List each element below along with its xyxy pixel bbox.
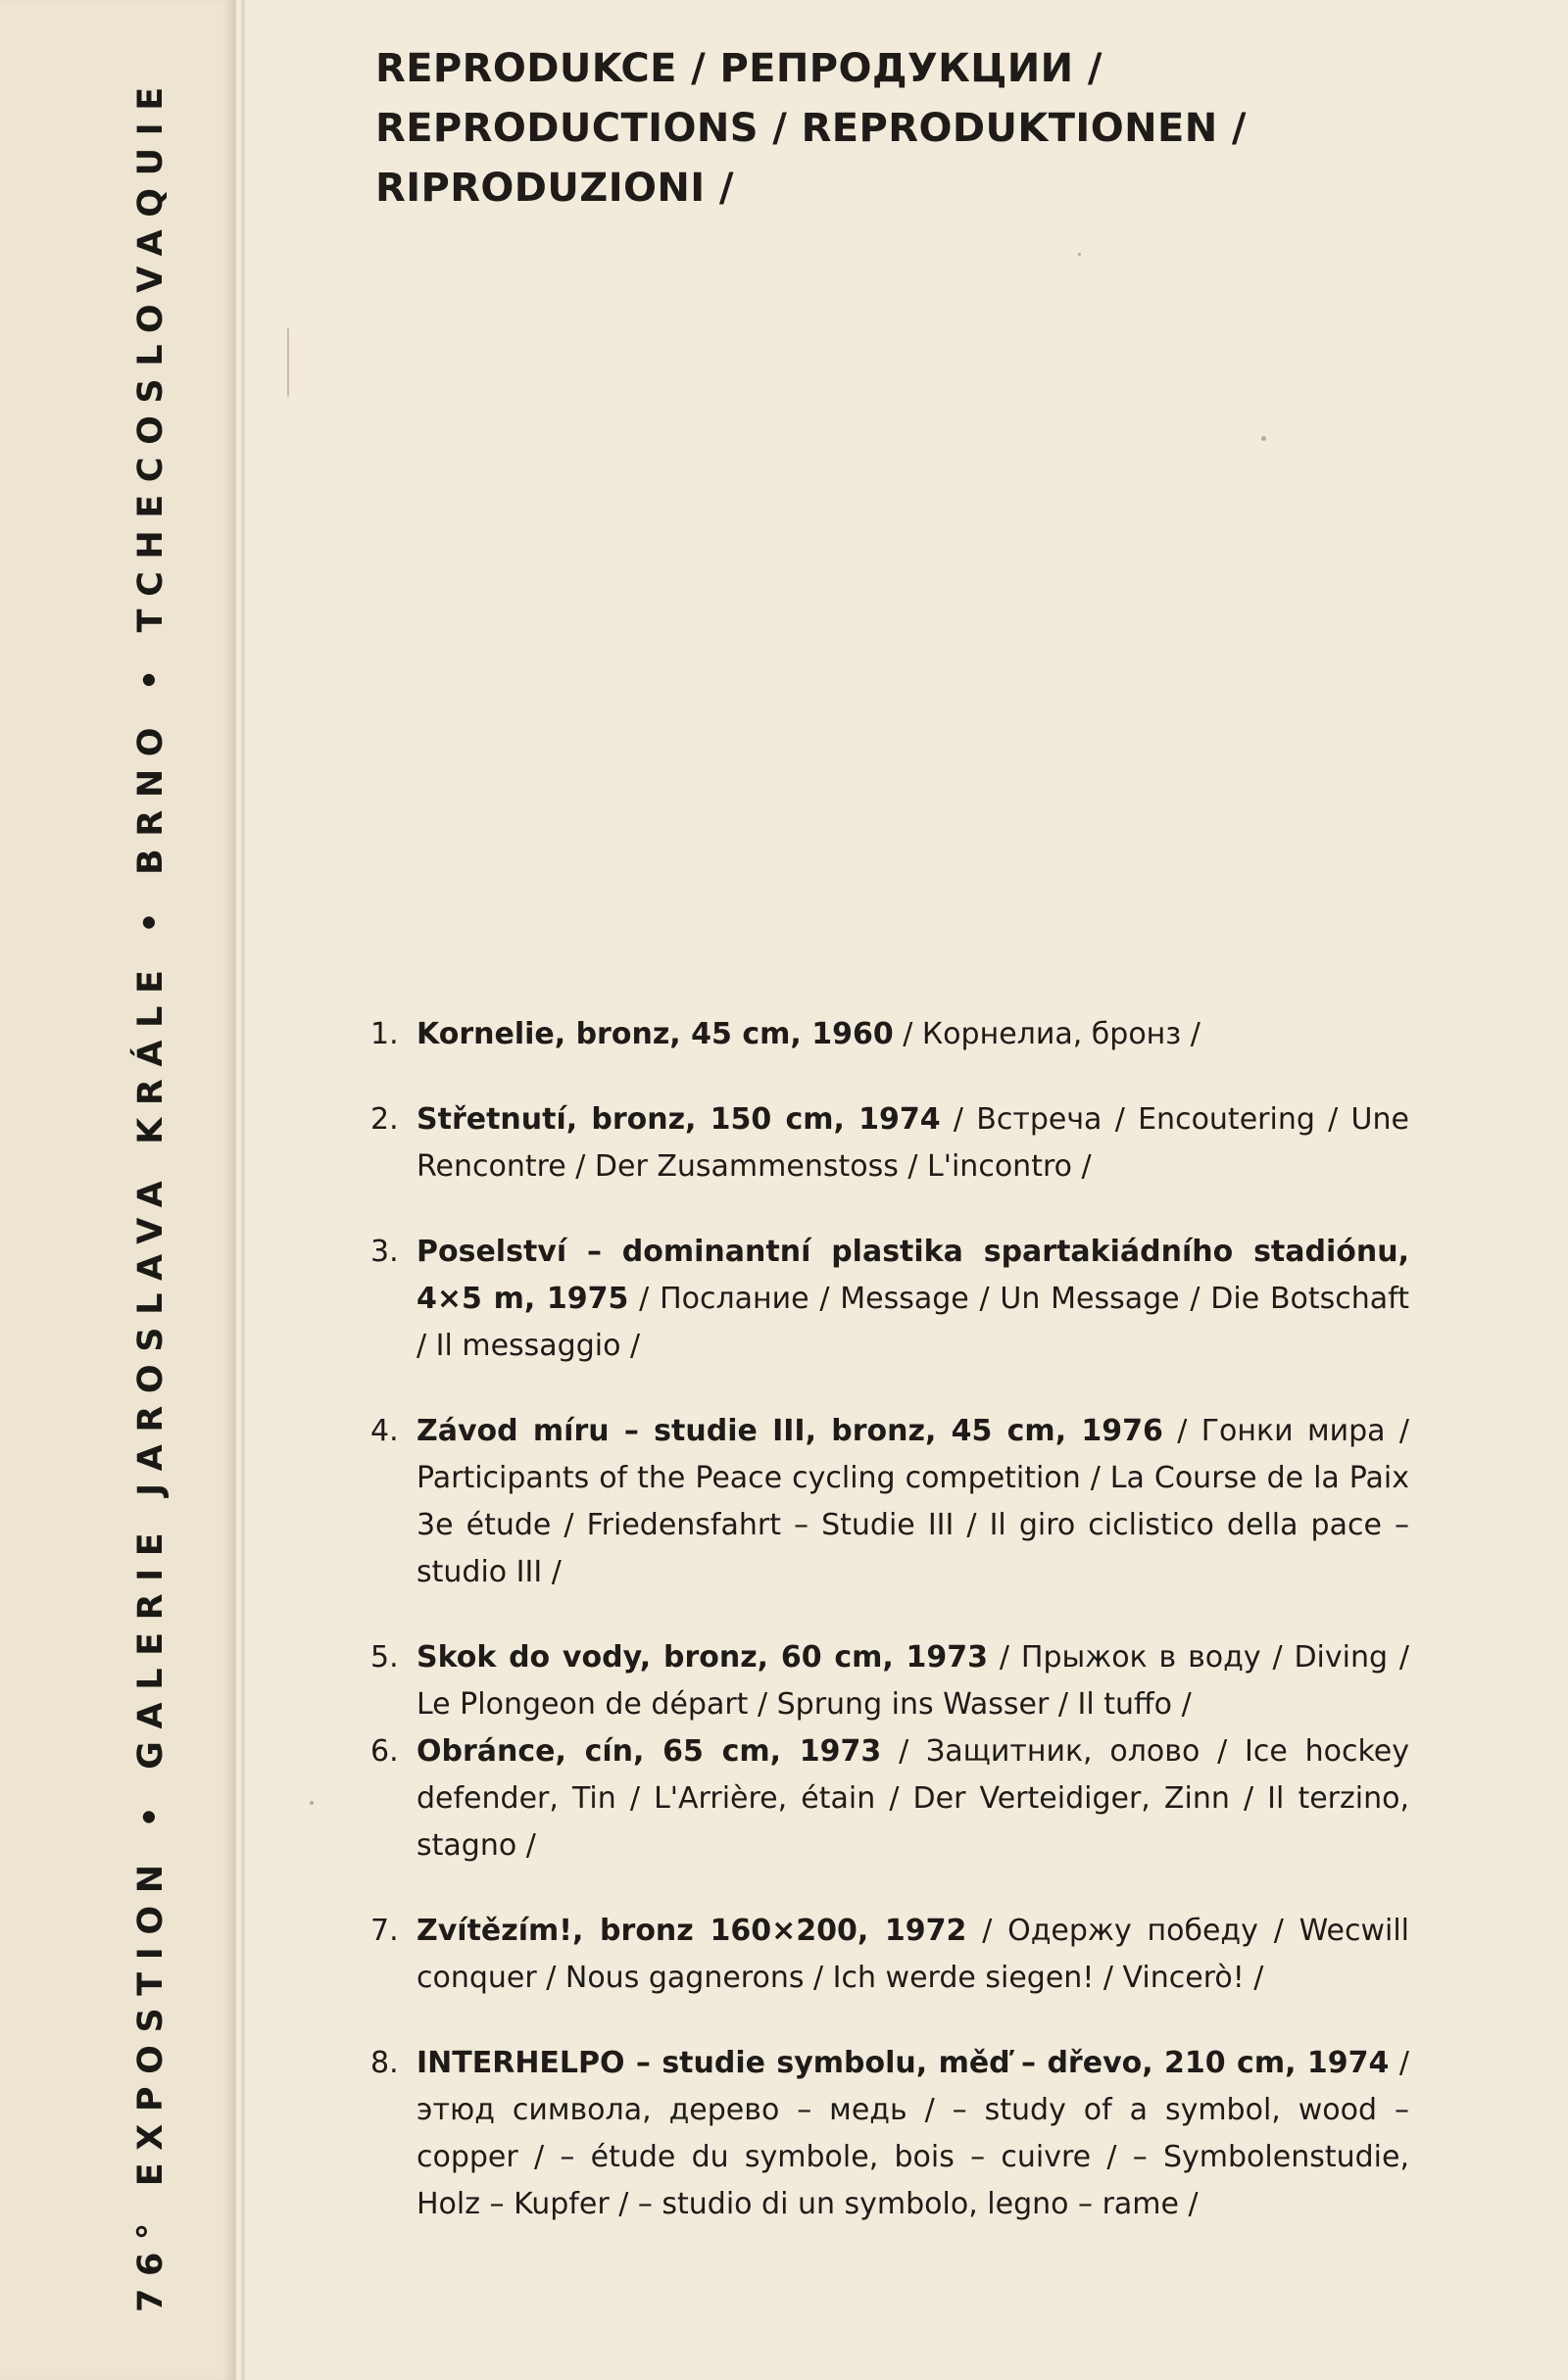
item-translations: / Корнелиа, бронз / bbox=[893, 1017, 1200, 1051]
item-text bbox=[416, 1408, 1409, 1596]
item-number: 2. bbox=[370, 1102, 399, 1137]
list-item-4 bbox=[370, 1408, 1409, 1596]
item-text bbox=[416, 1096, 1409, 1190]
list-item-1 bbox=[370, 1011, 1409, 1058]
item-text bbox=[416, 1011, 1409, 1058]
item-text bbox=[416, 1634, 1409, 1728]
item-text bbox=[416, 1229, 1409, 1370]
item-translations: / Гонки мира / Participants of the Peace cycling competition / La Course de la Paix 3e étude / Friedensfahrt – Studie III / Il giro ciclistico della pace – studio III / bbox=[416, 1414, 1409, 1589]
item-translations: / Прыжок в воду / Diving / Le Plongeon de départ / Sprung ins Wasser / Il tuffo / bbox=[416, 1640, 1409, 1722]
item-title: Střetnutí, bronz, 150 cm, 1974 bbox=[416, 1102, 941, 1137]
spine-title: 76° EXPOSTION • GALERIE JAROSLAVA KRÁLE • BRNO • TCHECOSLOVAQUIE bbox=[131, 74, 171, 2312]
item-translations: / Встреча / Encoutering / Une Rencontre / Der Zusammenstoss / L'incontro / bbox=[416, 1102, 1409, 1184]
item-title: Závod míru – studie III, bronz, 45 cm, 1976 bbox=[416, 1414, 1163, 1448]
item-title: Kornelie, bronz, 45 cm, 1960 bbox=[416, 1017, 894, 1051]
item-title: Zvítězím!, bronz 160×200, 1972 bbox=[416, 1914, 967, 1948]
page-heading bbox=[375, 39, 1502, 219]
list-item-8 bbox=[370, 2040, 1409, 2228]
item-text bbox=[416, 2040, 1409, 2228]
spine-fold-edge bbox=[241, 0, 245, 2380]
catalog-spine bbox=[0, 0, 236, 2380]
paper-speck bbox=[287, 328, 289, 397]
list-item-2 bbox=[370, 1096, 1409, 1190]
item-text bbox=[416, 1908, 1409, 2002]
item-translations: / Послание / Message / Un Message / Die Botschaft / Il messaggio / bbox=[416, 1282, 1409, 1363]
list-item-3 bbox=[370, 1229, 1409, 1370]
item-text bbox=[416, 1728, 1409, 1870]
item-number: 4. bbox=[370, 1414, 399, 1448]
item-number: 3. bbox=[370, 1235, 399, 1269]
list-item-7 bbox=[370, 1908, 1409, 2002]
item-number: 8. bbox=[370, 2046, 399, 2080]
paper-speck bbox=[1261, 436, 1266, 441]
heading-line-1: REPRODUKCE / РЕПРОДУКЦИИ / bbox=[375, 46, 1102, 91]
paper-speck bbox=[1078, 253, 1081, 256]
item-title: INTERHELPO – studie symbolu, měď – dřevo, 210 cm, 1974 bbox=[416, 2046, 1390, 2080]
item-translations: / Одержу победу / Wecwill conquer / Nous gagnerons / Ich werde siegen! / Vincerò! / bbox=[416, 1914, 1409, 1995]
heading-line-3: RIPRODUZIONI / bbox=[375, 166, 734, 211]
list-item-6 bbox=[370, 1728, 1409, 1870]
item-translations: / этюд символа, дерево – медь / – study of a symbol, wood – copper / – étude du symbole, bois – cuivre / – Symbolenstudie, Holz – Kupfer / – studio di un symbolo, legno – rame / bbox=[416, 2046, 1409, 2221]
item-number: 1. bbox=[370, 1017, 399, 1051]
heading-line-2: REPRODUCTIONS / REPRODUKTIONEN / bbox=[375, 106, 1247, 151]
item-number: 5. bbox=[370, 1640, 399, 1675]
item-title: Poselství – dominantní plastika spartakiádního stadiónu, 4×5 m, 1975 bbox=[416, 1235, 1409, 1316]
item-title: Obránce, cín, 65 cm, 1973 bbox=[416, 1734, 882, 1769]
reproductions-list bbox=[370, 1011, 1409, 2266]
item-title: Skok do vody, bronz, 60 cm, 1973 bbox=[416, 1640, 989, 1675]
list-item-5 bbox=[370, 1634, 1409, 1728]
item-number: 7. bbox=[370, 1914, 399, 1948]
paper-speck bbox=[310, 1801, 314, 1805]
item-translations: / Защитник, олово / Ice hockey defender, Tin / L'Arrière, étain / Der Verteidiger, Zinn / Il terzino, stagno / bbox=[416, 1734, 1410, 1863]
item-number: 6. bbox=[370, 1734, 399, 1769]
